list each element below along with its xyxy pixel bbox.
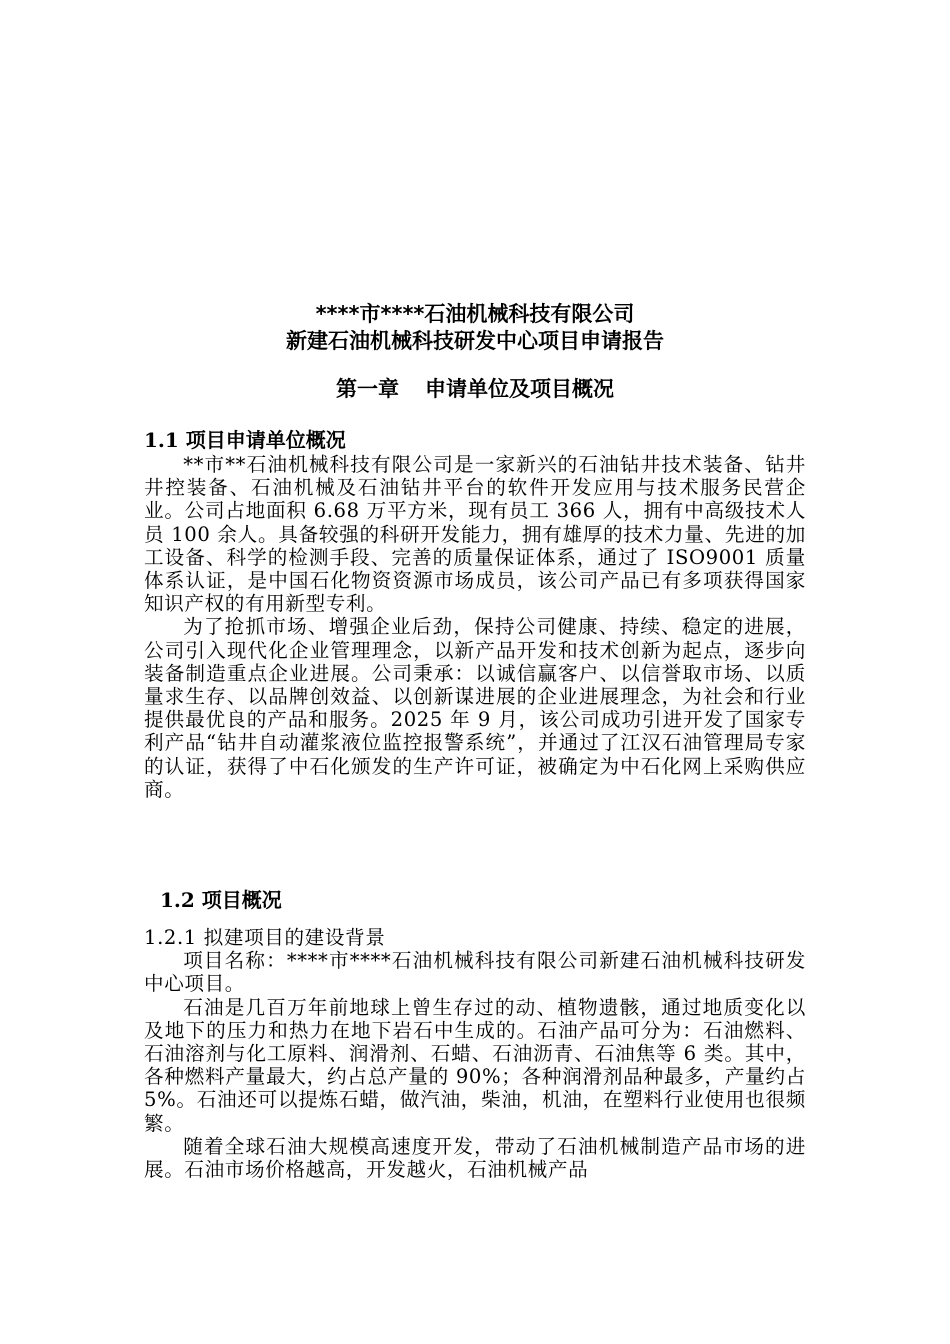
paragraph: 为了抢抓市场、增强企业后劲，保持公司健康、持续、稳定的进展，公司引入现代化企业管理理念，以新产品开发和技术创新为起点，逐步向装备制造重点企业进展。公司秉承：以诚信赢客户、以信誉取市场、以质量求生存、以品牌创效益、以创新谋进展的企业进展理念，为社会和行业提供最优良的产品和服务。2025 年 9 月，该公司成功引进开发了国家专利产品“钻井自动灌浆液位监控报警系统”，并通过了江汉石油管理局专家的认证，获得了中石化颁发的生产许可证，被确定为中石化网上采购供应商。 — [144, 615, 806, 801]
paragraph: **市**石油机械科技有限公司是一家新兴的石油钻井技术装备、钻井井控装备、石油机械及石油钻井平台的软件开发应用与技术服务民营企业。公司占地面积 6.68 万平方米，现有员工 366 人，拥有中高级技术人员 100 余人。具备较强的科研开发能力，拥有雄厚的技术力量、先进的加工设备、科学的检测手段、完善的质量保证体系，通过了 ISO9001 质量体系认证，是中国石化物资资源市场成员，该公司产品已有多项获得国家知识产权的有用新型专利。 — [144, 453, 806, 616]
section-heading-1-1: 1.1 项目申请单位概况 — [144, 428, 346, 452]
report-title-company: ****市****石油机械科技有限公司 — [315, 302, 635, 326]
paragraph: 随着全球石油大规模高速度开发，带动了石油机械制造产品市场的进展。石油市场价格越高，开发越火，石油机械产品 — [144, 1134, 806, 1182]
chapter-number: 第一章 — [336, 377, 399, 401]
section-heading-1-2: 1.2 项目概况 — [160, 888, 282, 912]
chapter-heading — [0, 375, 950, 403]
section-1-2-body — [144, 926, 806, 1181]
report-title-project: 新建石油机械科技研发中心项目申请报告 — [286, 329, 664, 353]
chapter-name: 申请单位及项目概况 — [425, 377, 614, 401]
section-1-1-body — [144, 453, 806, 801]
paragraph: 石油是几百万年前地球上曾生存过的动、植物遗骸，通过地质变化以及地下的压力和热力在地下岩石中生成的。石油产品可分为：石油燃料、石油溶剂与化工原料、润滑剂、石蜡、石油沥青、石油焦等 6 类。其中，各种燃料产量最大，约占总产量的 90%；各种润滑剂品种最多，产量约占 5%。石油还可以提炼石蜡，做汽油，柴油，机油，在塑料行业使用也很频繁。 — [144, 995, 806, 1135]
subsection-heading-1-2-1: 1.2.1 拟建项目的建设背景 — [144, 926, 386, 949]
paragraph: 项目名称：****市****石油机械科技有限公司新建石油机械科技研发中心项目。 — [144, 949, 806, 996]
